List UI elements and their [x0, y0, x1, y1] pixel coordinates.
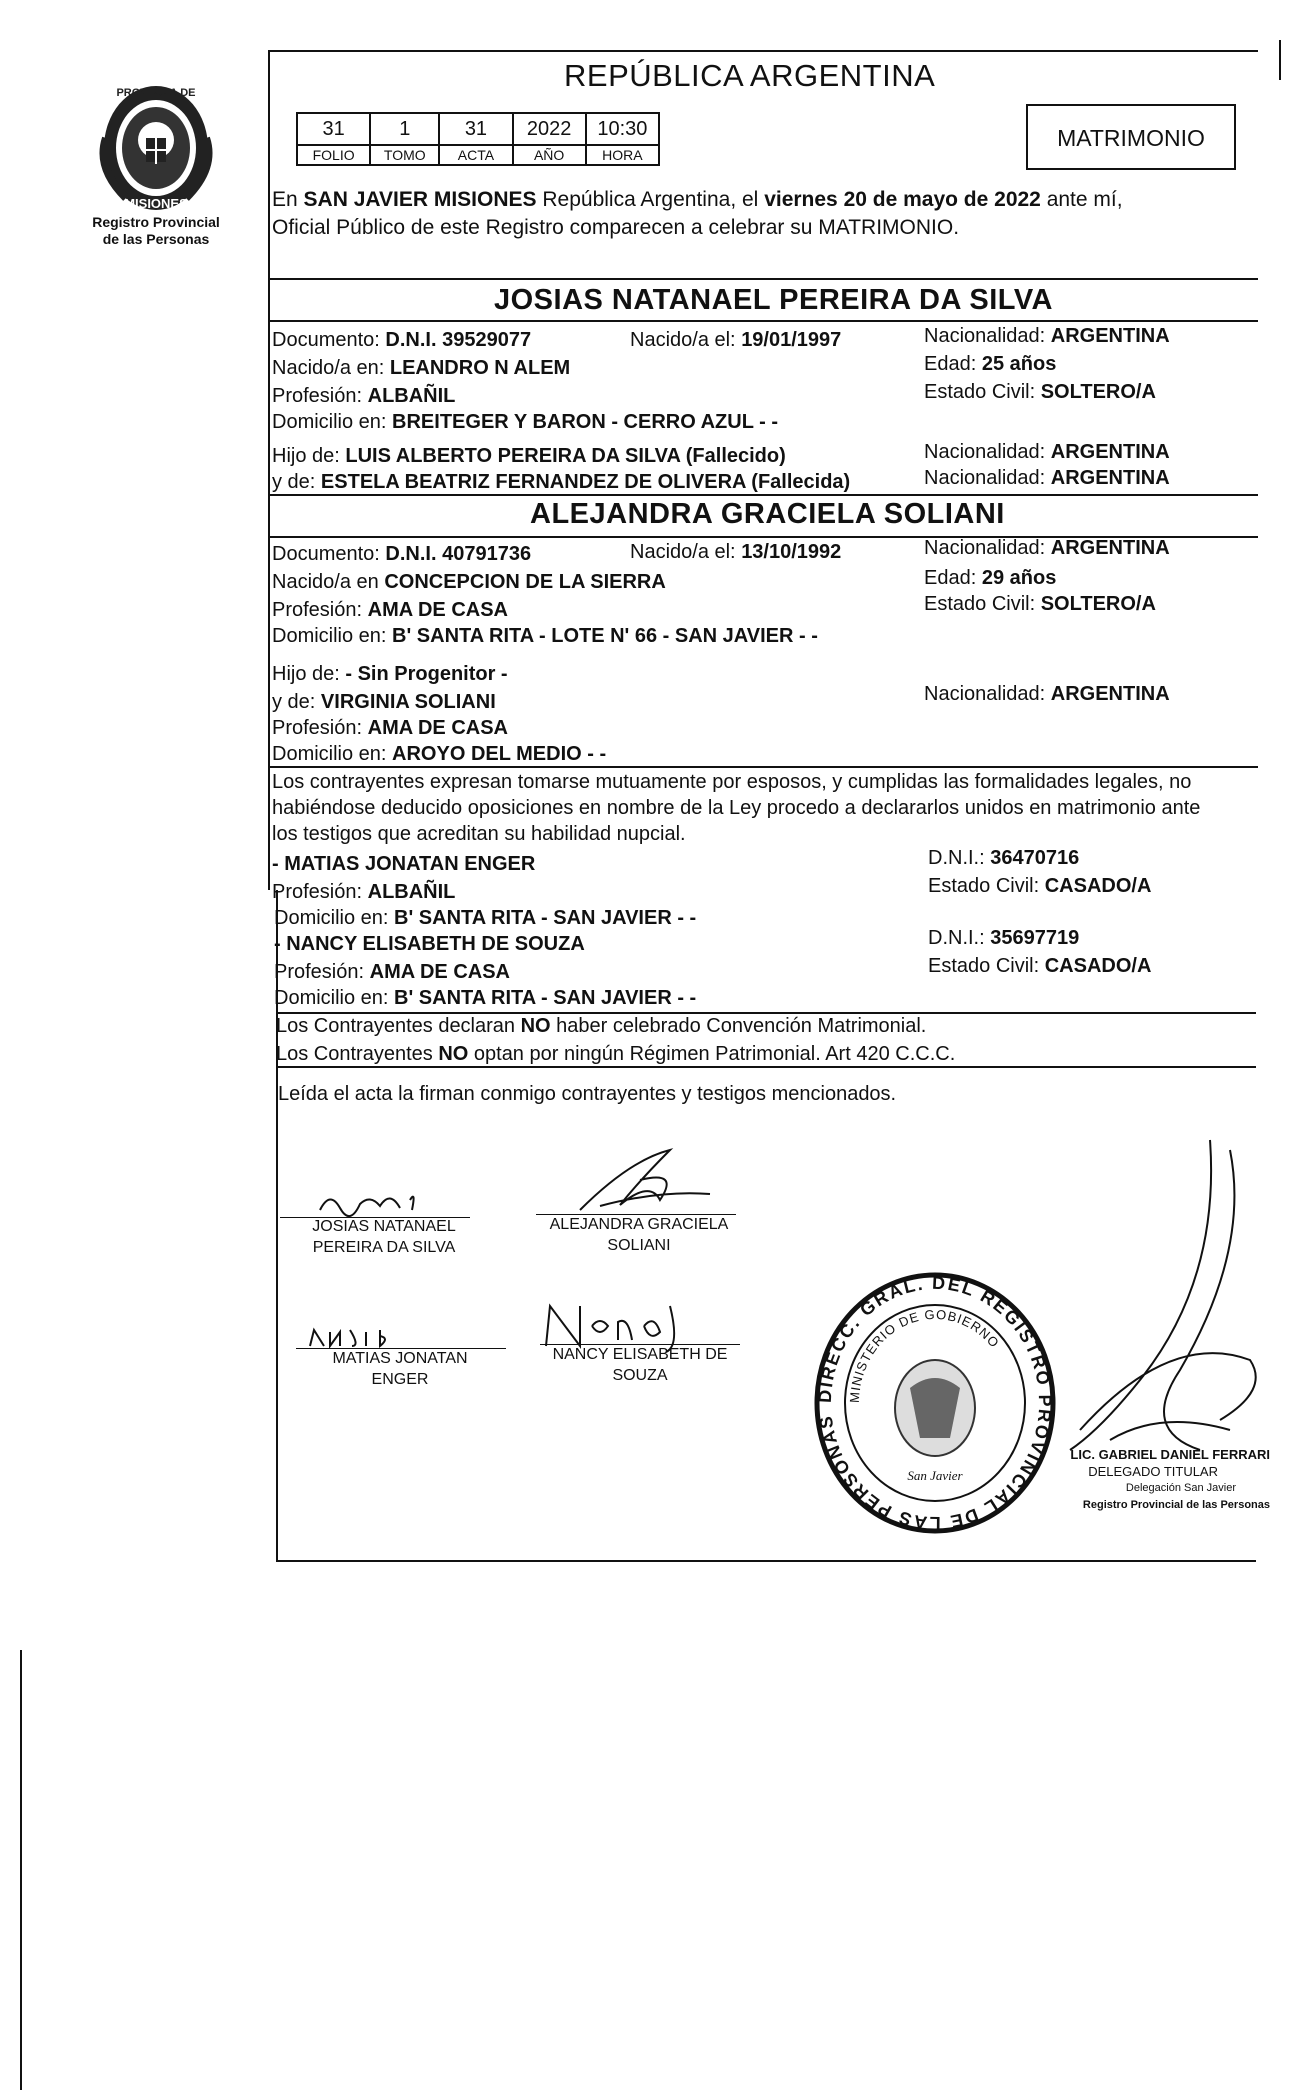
declaration-line2: habiéndose deducido oposiciones en nombre de la Ley procedo a declararlos unidos en matrimonio ante: [272, 797, 1201, 819]
spouse2-mother-domicilio: Domicilio en: AROYO DEL MEDIO - -: [272, 743, 607, 765]
spouse1-documento: Documento: D.N.I. 39529077: [272, 329, 532, 351]
official-registry: Registro Provincial de las Personas: [1082, 1499, 1270, 1511]
signature-label-josias: JOSIAS NATANAEL PEREIRA DA SILVA: [312, 1218, 456, 1256]
spouse2-edad: Edad: 29 años: [924, 567, 1057, 589]
logo-ring-bottom: MISIONES: [124, 196, 188, 211]
spouse2-nacionalidad: Nacionalidad: ARGENTINA: [924, 537, 1170, 559]
registry-logo: [76, 78, 236, 218]
official-signature: [1020, 1130, 1280, 1470]
country-title: REPÚBLICA ARGENTINA: [564, 58, 936, 93]
signature-josias: [300, 1180, 500, 1220]
official-name: LIC. GABRIEL DANIEL FERRARI: [1070, 1447, 1270, 1462]
official-title: DELEGADO TITULAR: [1088, 1464, 1218, 1479]
logo-ring-top: PROVINCIA DE: [116, 87, 196, 99]
signature-label-nancy: NANCY ELISABETH DE SOUZA: [552, 1346, 728, 1384]
witness2-name: - NANCY ELISABETH DE SOUZA: [274, 933, 585, 955]
closing-statement: Leída el acta la firman conmigo contrayentes y testigos mencionados.: [278, 1083, 897, 1105]
witness1-name: - MATIAS JONATAN ENGER: [272, 853, 536, 875]
spouse2-mother: y de: VIRGINIA SOLIANI: [272, 691, 496, 713]
spouse1-profesion: Profesión: ALBAÑIL: [272, 385, 456, 407]
right-edge-mark: [1279, 40, 1281, 80]
spouse2-domicilio: Domicilio en: B' SANTA RITA - LOTE N' 66 - SAN JAVIER - -: [272, 625, 818, 647]
witness1-estado-civil: Estado Civil: CASADO/A: [928, 875, 1152, 897]
margin-line: [20, 1650, 22, 2090]
spouse2-mother-profesion: Profesión: AMA DE CASA: [272, 717, 508, 739]
spouse2-documento: Documento: D.N.I. 40791736: [272, 543, 532, 565]
spouse2-divider: [268, 766, 1258, 768]
tomo-header: TOMO: [370, 145, 439, 165]
spouse2-name: ALEJANDRA GRACIELA SOLIANI: [530, 498, 1005, 530]
intro-line1: En SAN JAVIER MISIONES República Argentina, el viernes 20 de mayo de 2022 ante mí,: [272, 188, 1123, 211]
declaration-line1: Los contrayentes expresan tomarse mutuamente por esposos, y cumplidas las formalidades legales, no: [272, 771, 1192, 793]
official-office: Delegación San Javier: [1125, 1482, 1236, 1494]
witness2-dni: D.N.I.: 35697719: [928, 927, 1080, 949]
header-divider: [268, 278, 1258, 280]
spouse1-father: Hijo de: LUIS ALBERTO PEREIRA DA SILVA (Fallecido): [272, 445, 786, 467]
spouse2-mother-nacionalidad: Nacionalidad: ARGENTINA: [924, 683, 1170, 705]
signature-label-matias: MATIAS JONATAN ENGER: [332, 1350, 468, 1388]
bottom-border: [276, 1560, 1256, 1562]
spouse2-estado-civil: Estado Civil: SOLTERO/A: [924, 593, 1156, 615]
spouse2-father: Hijo de: - Sin Progenitor -: [272, 663, 508, 685]
spouse1-domicilio: Domicilio en: BREITEGER Y BARON - CERRO AZUL - -: [272, 411, 778, 433]
act-type-box: [1026, 104, 1236, 170]
convention-line1: Los Contrayentes declaran NO haber celebrado Convención Matrimonial.: [276, 1015, 927, 1037]
act-type-label: MATRIMONIO: [1057, 125, 1205, 151]
convention-divider: [276, 1066, 1256, 1068]
official-block: [1040, 1446, 1270, 1514]
convention-line2: Los Contrayentes NO optan por ningún Régimen Patrimonial. Art 420 C.C.C.: [276, 1043, 956, 1065]
logo-caption: [70, 214, 242, 248]
spouse1-mother: y de: ESTELA BEATRIZ FERNANDEZ DE OLIVERA (Fallecida): [272, 471, 851, 493]
spouse1-nacionalidad: Nacionalidad: ARGENTINA: [924, 325, 1170, 347]
registry-table: [296, 112, 660, 166]
spouse1-name: JOSIAS NATANAEL PEREIRA DA SILVA: [494, 284, 1053, 316]
seal-inner-text: MINISTERIO DE GOBIERNO: [846, 1306, 1003, 1404]
acta-value: 31: [439, 113, 512, 145]
anio-header: AÑO: [513, 145, 586, 165]
witness2-domicilio: Domicilio en: B' SANTA RITA - SAN JAVIER - -: [274, 987, 697, 1009]
spouse1-name-underline: [268, 320, 1258, 322]
tomo-value: 1: [370, 113, 439, 145]
witness2-profesion: Profesión: AMA DE CASA: [274, 961, 510, 983]
hora-value: 10:30: [586, 113, 659, 145]
seal-bottom-text: San Javier: [907, 1468, 963, 1483]
anio-value: 2022: [513, 113, 586, 145]
intro-line2: Oficial Público de este Registro comparecen a celebrar su MATRIMONIO.: [272, 216, 960, 239]
witness2-estado-civil: Estado Civil: CASADO/A: [928, 955, 1152, 977]
logo-caption-line1: Registro Provincial: [92, 214, 220, 230]
top-border: [268, 50, 1258, 52]
spouse1-nacido-el: Nacido/a el: 19/01/1997: [630, 329, 842, 351]
witness1-domicilio: Domicilio en: B' SANTA RITA - SAN JAVIER - -: [274, 907, 697, 929]
spouse1-nacido-en: Nacido/a en: LEANDRO N ALEM: [272, 357, 571, 379]
witness1-dni: D.N.I.: 36470716: [928, 847, 1080, 869]
spouse2-nacido-el: Nacido/a el: 13/10/1992: [630, 541, 842, 563]
declaration-line3: los testigos que acreditan su habilidad nupcial.: [272, 823, 686, 845]
signature-alejandra: [560, 1140, 730, 1220]
signature-label-alejandra: ALEJANDRA GRACIELA SOLIANI: [549, 1216, 729, 1254]
acta-header: ACTA: [439, 145, 512, 165]
logo-caption-line2: de las Personas: [102, 231, 210, 247]
coat-of-arms-icon: [76, 78, 236, 218]
folio-header: FOLIO: [297, 145, 370, 165]
hora-header: HORA: [586, 145, 659, 165]
left-border: [268, 50, 270, 890]
spouse1-mother-nacionalidad: Nacionalidad: ARGENTINA: [924, 467, 1170, 489]
spouse1-father-nacionalidad: Nacionalidad: ARGENTINA: [924, 441, 1170, 463]
folio-value: 31: [297, 113, 370, 145]
spouse1-estado-civil: Estado Civil: SOLTERO/A: [924, 381, 1156, 403]
seal-ring-text: DIRECC. GRAL. DEL REGISTRO PROVINCIAL DE LAS PERSONAS: [814, 1272, 1056, 1534]
spouse1-edad: Edad: 25 años: [924, 353, 1057, 375]
spouse2-profesion: Profesión: AMA DE CASA: [272, 599, 508, 621]
witness1-profesion: Profesión: ALBAÑIL: [272, 881, 456, 903]
spouse1-divider: [268, 494, 1258, 496]
spouse2-nacido-en: Nacido/a en CONCEPCION DE LA SIERRA: [272, 571, 666, 593]
